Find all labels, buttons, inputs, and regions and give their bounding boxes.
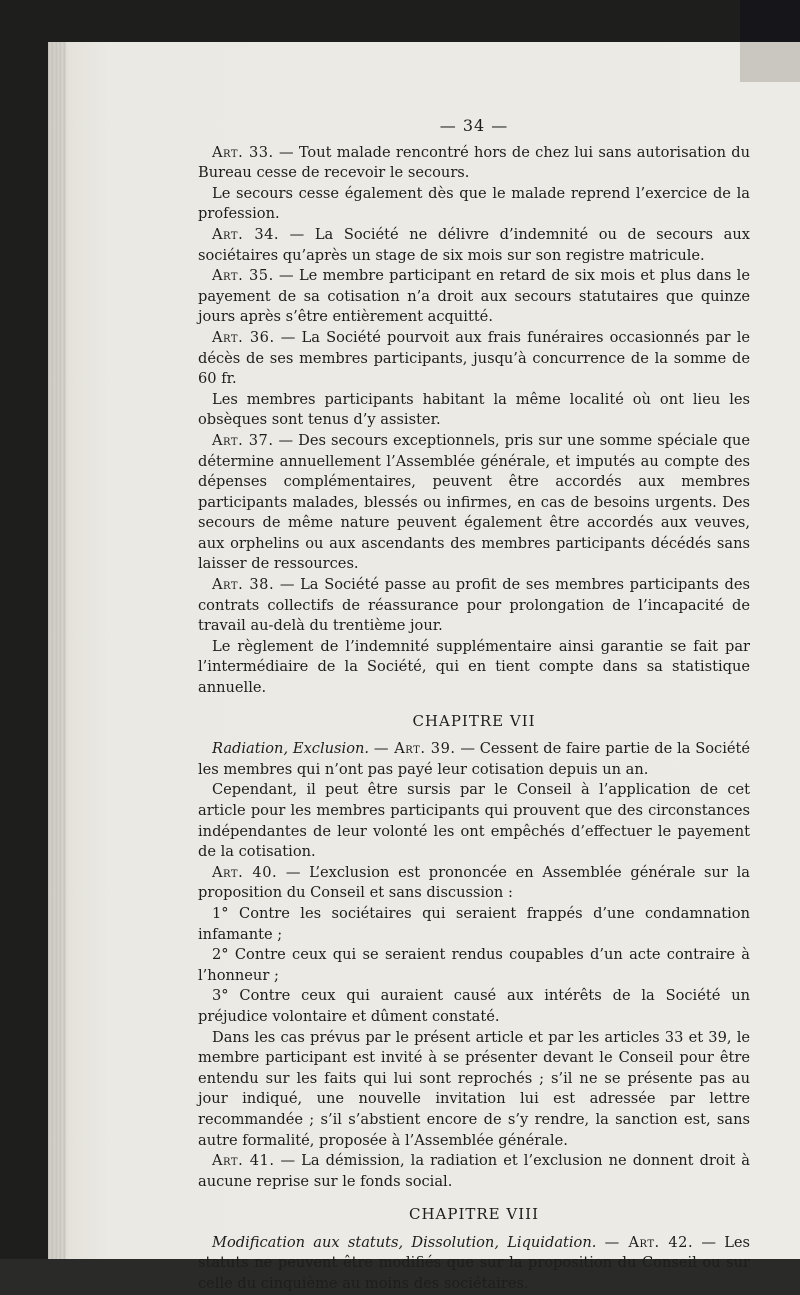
article-paragraph [198,431,750,575]
paragraph-text: Cependant, il peut être sursis par le Conseil à l’application de cet article pour les membres participants qui prouvent que des circonstances indépendantes de leur volonté les ont empêchés d’effectuer le payement de la cotisation. [198,781,750,861]
paragraph-text: — La Société ne délivre d’indemnité ou de secours aux sociétaires qu’après un stage de six mois sur son registre matricule. [198,225,750,264]
paragraph-text: — Les statuts ne peuvent être modifiés que sur la proposition du Conseil ou sur celle du cinquième au moins des sociétaires. [198,1233,751,1293]
document-page [48,42,800,1293]
paragraph [198,945,750,986]
paragraph-text: Les membres participants habitant la même localité où ont lieu les obsèques sont tenus d’y assister. [198,390,750,429]
article-label: Art. 40. [212,863,278,881]
chapter-heading [198,711,750,732]
article-paragraph [198,266,750,328]
page-number: — 34 — [439,116,509,135]
article-label: — Art. 42. [604,1233,694,1251]
paragraph-text: — La Société pourvoit aux frais funéraires occasionnés par le décès de ses membres participants, jusqu’à concurrence de la somme de 60 fr. [198,328,750,388]
article-paragraph [198,328,750,390]
paragraph-text: 3° Contre ceux qui auraient causé aux intérêts de la Société un préjudice volontaire et dûment constaté. [198,987,750,1025]
paragraph [198,904,750,945]
article-label: Art. 35. [212,267,274,285]
article-label: — Art. 39. [373,740,456,758]
article-paragraph [198,1151,750,1192]
paragraph [198,1028,750,1152]
chapter-heading [198,1204,750,1225]
paragraph-text: — Des secours exceptionnels, pris sur une somme spéciale que détermine annuellement l’Assemblée générale, et imputés au compte des dépenses complémentaires, peuvent être accordés aux membres participants malades, blessés ou infirmes, en cas de besoins urgents. Des secours de même nature peuvent également être accordés aux veuves, aux orphelins ou aux ascendants des membres participants décédés sans laisser de ressources. [198,431,750,573]
paragraph-text: — La démission, la radiation et l’exclusion ne donnent droit à aucune reprise sur le fonds social. [198,1152,750,1190]
paragraph-text: — La Société passe au profit de ses membres participants des contrats collectifs de réassurance pour prolongation de l’incapacité de travail au-delà du trentième jour. [198,576,750,635]
paragraph-text: 2° Contre ceux qui se seraient rendus coupables d’un acte contraire à l’honneur ; [198,946,750,984]
paragraph [198,780,750,862]
article-paragraph [198,143,750,184]
article-label: Art. 36. [212,328,275,346]
paragraph-text: — Tout malade rencontré hors de chez lui sans autorisation du Bureau cesse de recevoir le secours. [198,143,751,182]
article-paragraph [198,1233,750,1295]
text-blocks [198,143,750,1295]
article-label: Art. 38. [212,576,275,594]
paragraph-text: 1° Contre les sociétaires qui seraient frappés d’une condamnation infamante ; [198,904,750,943]
article-paragraph [198,575,750,637]
section-lead: Modification aux statuts, Dissolution, Liquidation. [212,1233,597,1251]
article-label: Art. 37. [212,431,274,449]
chapter-heading-text: CHAPITRE VIII [408,1205,540,1224]
article-paragraph [198,739,750,780]
scanner-edge-top [740,0,800,42]
page-content [198,116,750,1295]
section-lead: Radiation, Exclusion. [212,740,370,758]
paragraph-text: — Cessent de faire partie de la Société les membres qui n’ont pas payé leur cotisation depuis un an. [198,740,750,778]
article-paragraph [198,863,750,904]
article-label: Art. 34. [212,225,280,243]
article-label: Art. 33. [212,143,274,161]
article-label: Art. 41. [212,1152,275,1170]
paragraph-text: — L’exclusion est prononcée en Assemblée générale sur la proposition du Conseil et sans discussion : [198,863,750,902]
paragraph [198,390,750,431]
article-paragraph [198,225,750,266]
paragraph-text: Dans les cas prévus par le présent article et par les articles 33 et 39, le membre participant est invité à se présenter devant le Conseil pour être entendu sur les faits qui lui sont reprochés ; s’il ne se présente pas au jour indiqué, une nouvelle invitation lui est adressée par lettre recommandée ; s’il s’abstient encore de s’y rendre, la sanction est, sans autre formalité, proposée à l’Assemblée générale. [198,1028,750,1149]
paragraph-text: Le secours cesse également dès que le malade reprend l’exercice de la profession. [198,184,750,223]
paragraph [198,637,750,699]
paragraph-text: — Le membre participant en retard de six mois et plus dans le payement de sa cotisation n’a droit aux secours statutaires que quinze jours après s’être entièrement acquitté. [198,267,750,326]
chapter-heading-text: CHAPITRE VII [412,711,536,730]
paragraph [198,184,750,225]
paragraph [198,986,750,1027]
paragraph-text: Le règlement de l’indemnité supplémentaire ainsi garantie se fait par l’intermédiaire de la Société, qui en tient compte dans sa statistique annuelle. [198,637,750,697]
